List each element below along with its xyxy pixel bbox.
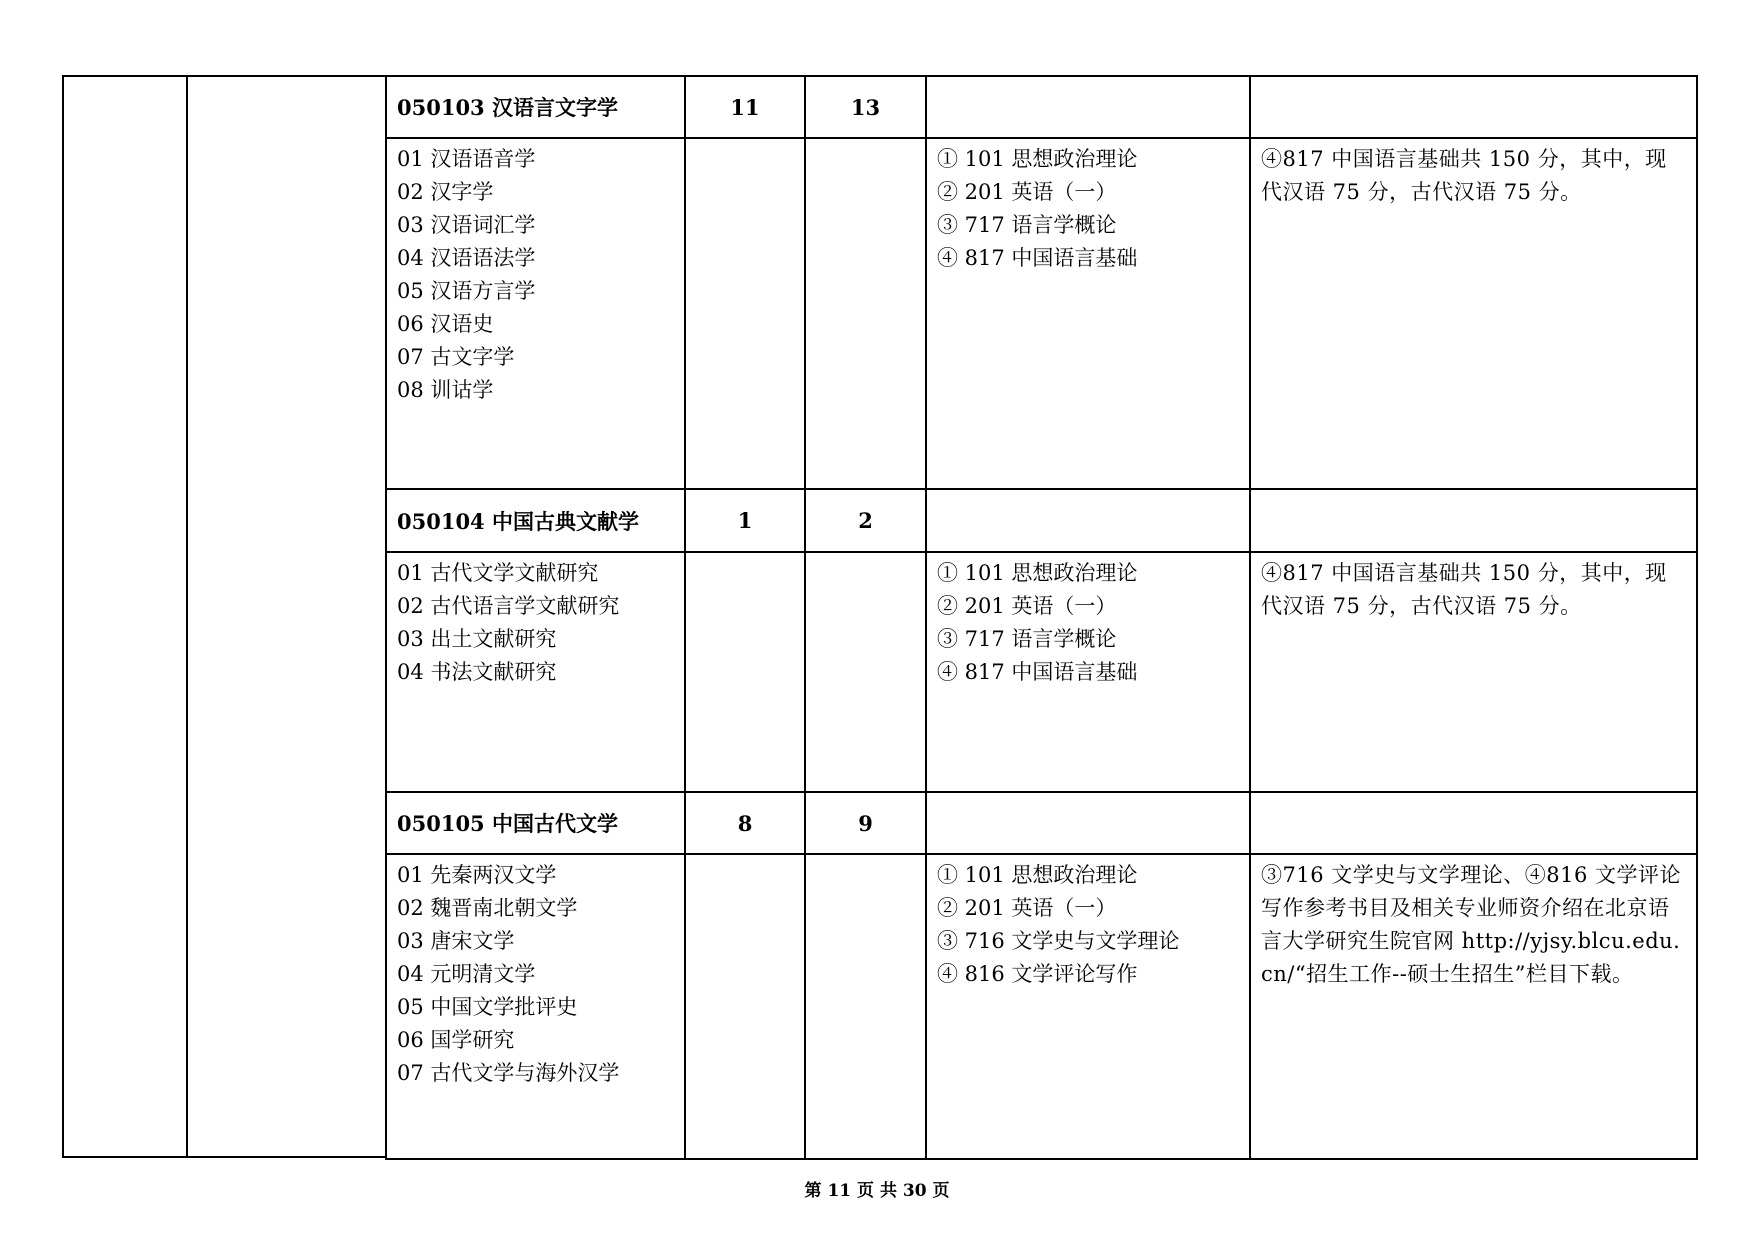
exam-subject: ① 101 思想政治理论 [937, 863, 1138, 887]
enrollment-count-a-cell [684, 488, 806, 553]
research-direction: 02 汉字学 [397, 180, 494, 204]
exam-subject: ③ 717 语言学概论 [937, 627, 1117, 651]
exam-subject: ④ 816 文学评论写作 [937, 962, 1138, 986]
exam-subjects-cell [925, 853, 1251, 1160]
exam-subject: ② 201 英语（一） [937, 594, 1117, 618]
department-name-cell [186, 75, 387, 1158]
research-direction: 04 书法文献研究 [397, 660, 557, 684]
exam-header-cell [925, 75, 1251, 139]
empty-cell [684, 137, 806, 490]
major-title: 050104 中国古典文献学 [397, 508, 639, 534]
exam-subject: ④ 817 中国语言基础 [937, 246, 1138, 270]
notes-cell [1249, 137, 1698, 490]
exam-subjects-cell [925, 137, 1251, 490]
note-text: ④817 中国语言基础共 150 分，其中，现代汉语 75 分，古代汉语 75 分。 [1261, 147, 1667, 204]
research-direction: 06 汉语史 [397, 312, 494, 336]
research-direction: 07 古代文学与海外汉学 [397, 1061, 620, 1085]
research-direction: 02 古代语言学文献研究 [397, 594, 620, 618]
research-direction: 02 魏晋南北朝文学 [397, 896, 578, 920]
enrollment-count-b-cell [804, 75, 927, 139]
directions-cell [385, 137, 686, 490]
note-header-cell [1249, 791, 1698, 855]
research-direction: 03 唐宋文学 [397, 929, 515, 953]
research-direction: 03 出土文献研究 [397, 627, 557, 651]
empty-cell [684, 853, 806, 1160]
research-direction: 04 汉语语法学 [397, 246, 536, 270]
enrollment-count-b-cell [804, 791, 927, 855]
exam-subject: ② 201 英语（一） [937, 896, 1117, 920]
exam-header-cell [925, 488, 1251, 553]
research-direction: 01 古代文学文献研究 [397, 561, 599, 585]
enrollment-count-b: 9 [858, 810, 873, 836]
research-direction: 07 古文字学 [397, 345, 515, 369]
major-title-cell [385, 75, 686, 139]
research-direction: 01 先秦两汉文学 [397, 863, 557, 887]
enrollment-count-b: 13 [850, 94, 881, 120]
note-header-cell [1249, 488, 1698, 553]
empty-cell [804, 551, 927, 793]
enrollment-count-a: 8 [737, 810, 753, 836]
note-text: ③716 文学史与文学理论、④816 文学评论写作参考书目及相关专业师资介绍在北京语言大学研究生院官网 http://yjsy.blcu.edu.cn/“招生工作--硕士生招生”栏目下载。 [1261, 863, 1682, 986]
notes-cell [1249, 551, 1698, 793]
empty-cell [804, 853, 927, 1160]
exam-subject: ① 101 思想政治理论 [937, 561, 1138, 585]
notes-cell [1249, 853, 1698, 1160]
research-direction: 04 元明清文学 [397, 962, 536, 986]
enrollment-count-a: 1 [737, 508, 753, 533]
major-title-cell [385, 791, 686, 855]
major-title: 050103 汉语言文字学 [397, 95, 618, 120]
exam-header-cell [925, 791, 1251, 855]
note-text: ④817 中国语言基础共 150 分，其中，现代汉语 75 分，古代汉语 75 分。 [1261, 561, 1667, 618]
research-direction: 01 汉语语音学 [397, 147, 536, 171]
empty-cell [684, 551, 806, 793]
exam-subject: ③ 716 文学史与文学理论 [937, 929, 1180, 953]
enrollment-count-a-cell [684, 791, 806, 855]
exam-subject: ③ 717 语言学概论 [937, 213, 1117, 237]
directions-cell [385, 853, 686, 1160]
department-cell [62, 75, 188, 1158]
enrollment-count-a-cell [684, 75, 806, 139]
directions-cell [385, 551, 686, 793]
research-direction: 08 训诂学 [397, 378, 494, 402]
enrollment-count-b: 2 [858, 508, 873, 533]
page-footer: 第 11 页 共 30 页 [804, 1181, 950, 1201]
empty-cell [804, 137, 927, 490]
enrollment-count-a: 11 [730, 94, 760, 120]
note-header-cell [1249, 75, 1698, 139]
research-direction: 03 汉语词汇学 [397, 213, 536, 237]
exam-subject: ② 201 英语（一） [937, 180, 1117, 204]
exam-subject: ① 101 思想政治理论 [937, 147, 1138, 171]
enrollment-count-b-cell [804, 488, 927, 553]
research-direction: 05 中国文学批评史 [397, 995, 578, 1019]
major-title: 050105 中国古代文学 [397, 811, 618, 836]
exam-subjects-cell [925, 551, 1251, 793]
exam-subject: ④ 817 中国语言基础 [937, 660, 1138, 684]
research-direction: 06 国学研究 [397, 1028, 515, 1052]
research-direction: 05 汉语方言学 [397, 279, 536, 303]
major-title-cell [385, 488, 686, 553]
